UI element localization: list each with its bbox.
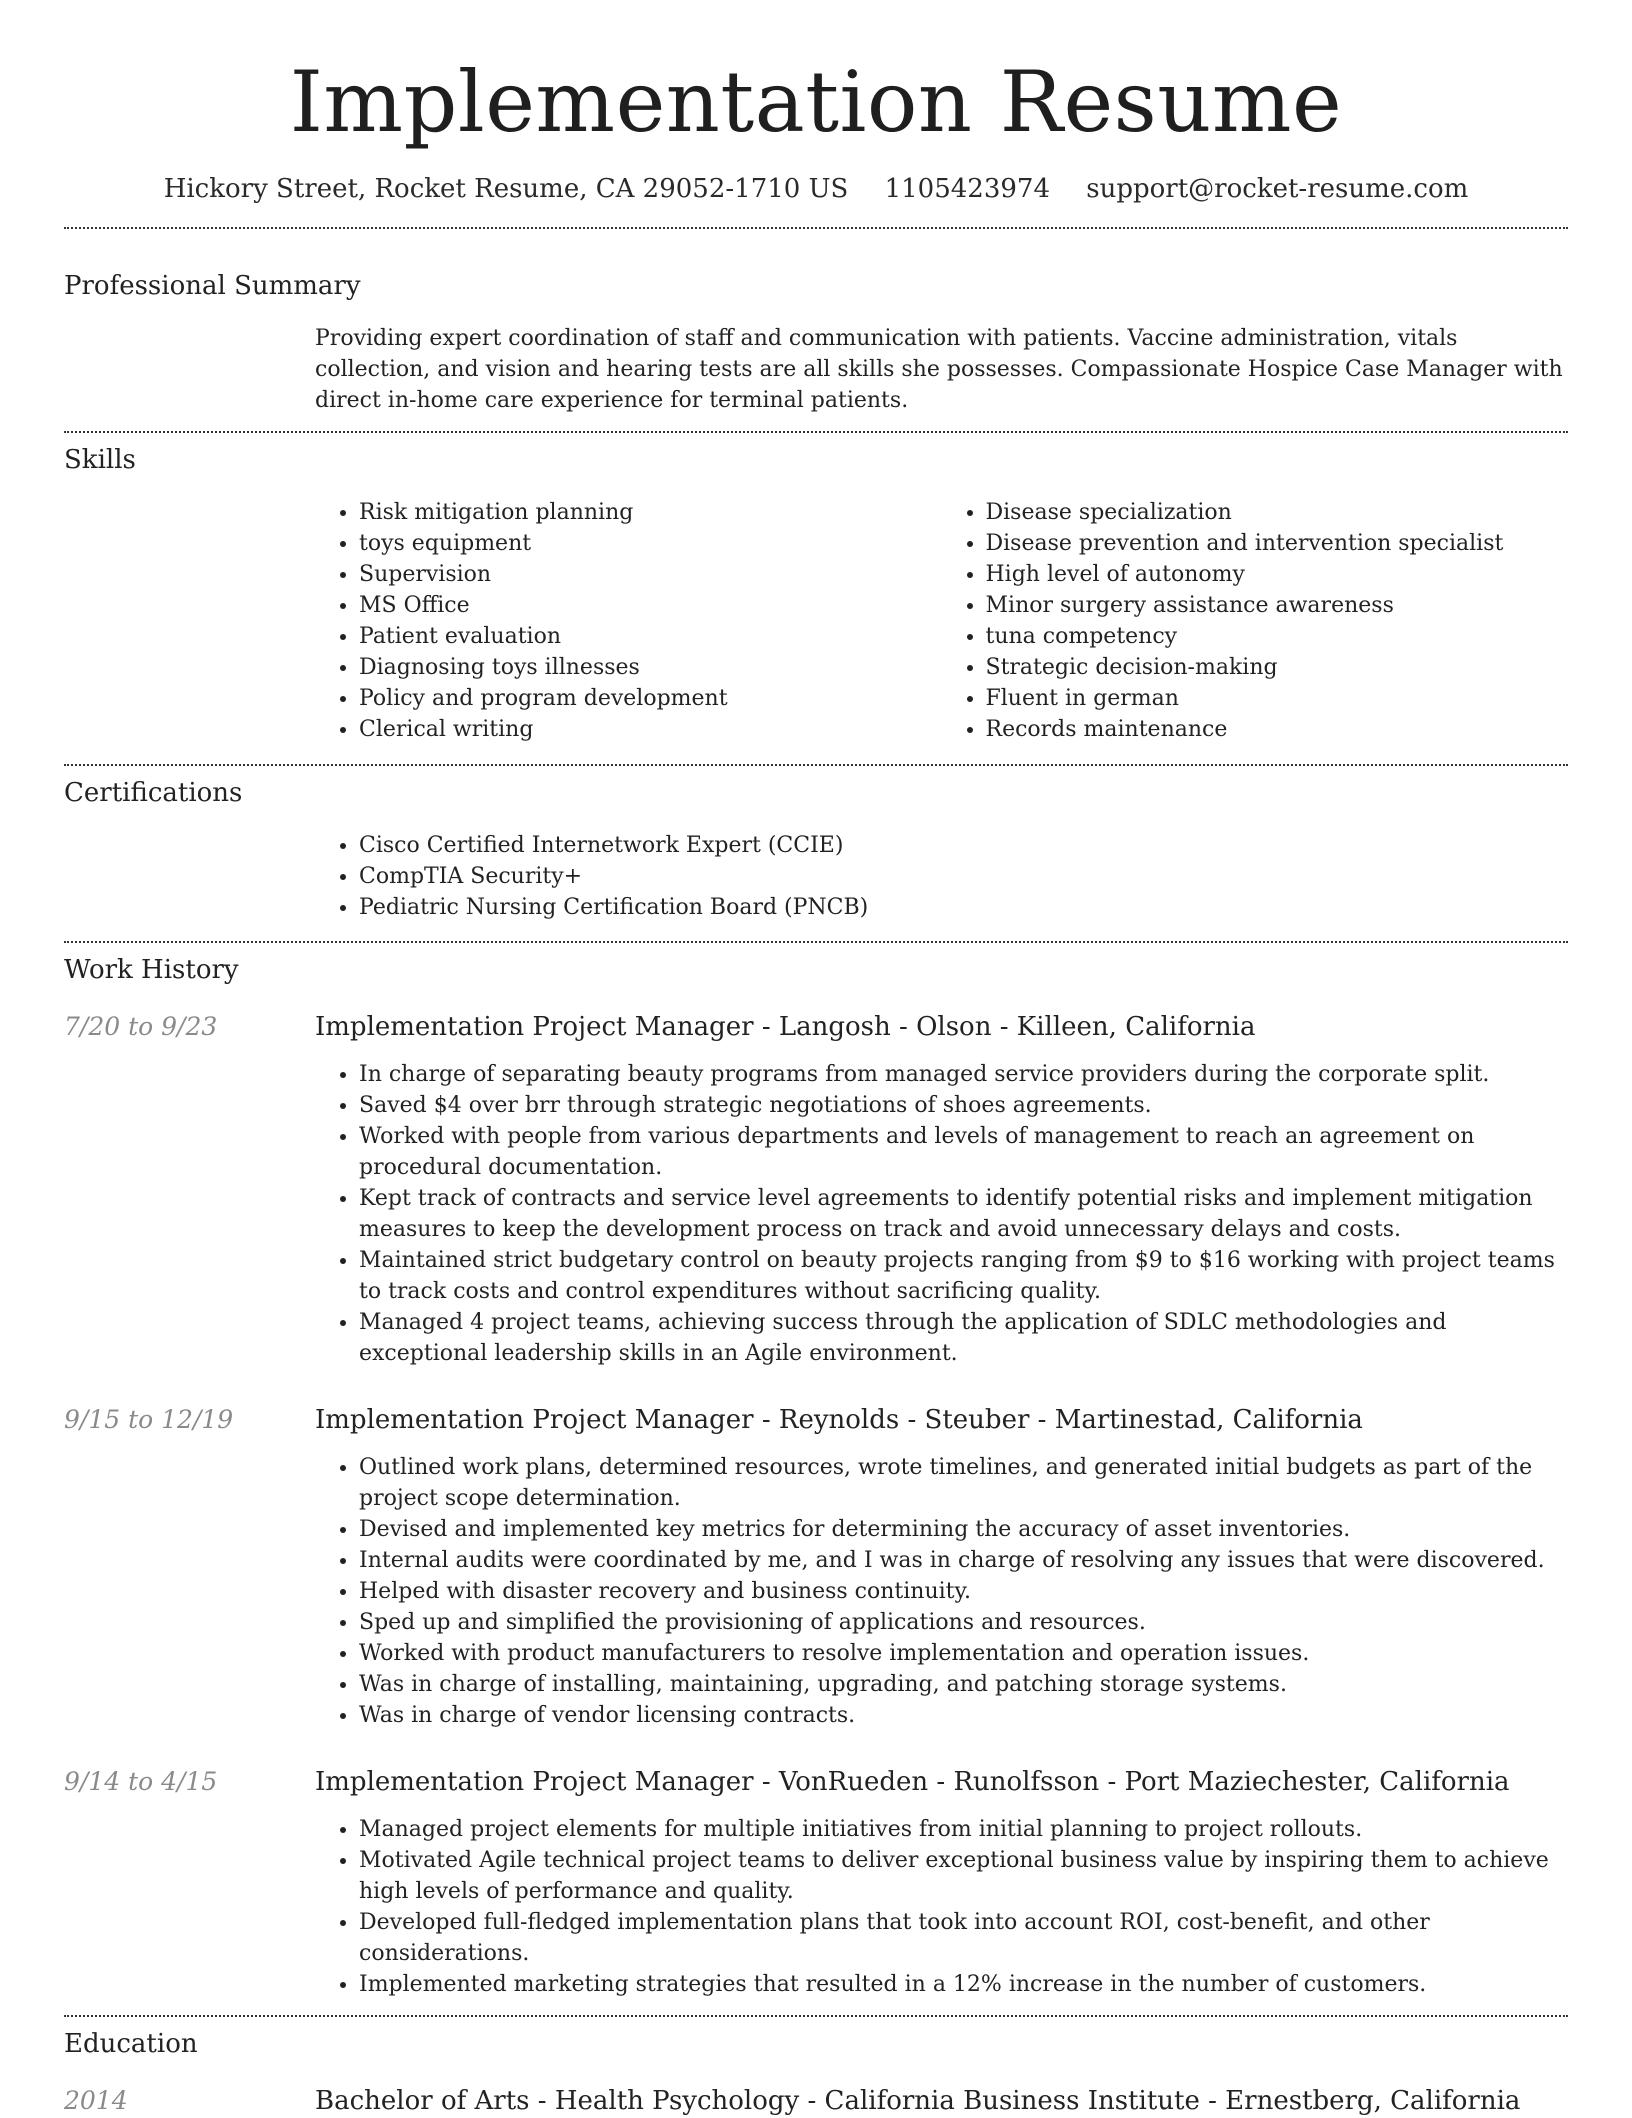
certification-item: • Pediatric Nursing Certification Board (PNCB) xyxy=(359,892,1568,923)
skill-item: • Diagnosing toys illnesses xyxy=(359,652,942,683)
job-entry xyxy=(64,1765,1568,2000)
resume-name: Implementation Resume xyxy=(289,53,1343,151)
work-section xyxy=(64,943,1568,2015)
certifications-list xyxy=(315,830,1568,923)
certifications-title: Certifications xyxy=(64,778,243,808)
certification-item: • CompTIA Security+ xyxy=(359,861,1568,892)
skill-item: • toys equipment xyxy=(359,528,942,559)
job-bullet: • Developed full-fledged implementation plans that took into account ROI, cost-benefit, and other considerations. xyxy=(359,1907,1568,1969)
skill-item: • tuna competency xyxy=(986,621,1569,652)
job-bullet: • Was in charge of vendor licensing contracts. xyxy=(359,1700,1568,1731)
job-bullet: • Motivated Agile technical project teams to deliver exceptional business value by inspiring them to achieve high levels of performance and quality. xyxy=(359,1845,1568,1907)
education-entry xyxy=(64,2084,1568,2118)
skill-item: • Risk mitigation planning xyxy=(359,497,942,528)
job-entry xyxy=(64,1010,1568,1369)
education-section xyxy=(64,2017,1568,2118)
skill-item: • Policy and program development xyxy=(359,683,942,714)
job-date: 9/15 to 12/19 xyxy=(64,1405,234,1434)
skill-item: • Strategic decision-making xyxy=(986,652,1569,683)
job-main xyxy=(315,1765,1568,2000)
job-bullet: • Was in charge of installing, maintaining, upgrading, and patching storage systems. xyxy=(359,1669,1568,1700)
job-title: Implementation Project Manager - Langosh - Olson - Killeen, California xyxy=(315,1012,1256,1042)
job-entry xyxy=(64,1403,1568,1731)
skill-item: • Patient evaluation xyxy=(359,621,942,652)
skills-grid xyxy=(315,497,1568,745)
job-bullet: • Implemented marketing strategies that resulted in a 12% increase in the number of customers. xyxy=(359,1969,1568,2000)
contact-email: support@rocket-resume.com xyxy=(1086,174,1469,204)
resume-page xyxy=(64,0,1568,2118)
skill-item: • Minor surgery assistance awareness xyxy=(986,590,1569,621)
job-bullet: • Sped up and simplified the provisioning of applications and resources. xyxy=(359,1607,1568,1638)
contact-phone: 1105423974 xyxy=(884,174,1051,204)
certifications-section xyxy=(64,766,1568,941)
skill-item: • MS Office xyxy=(359,590,942,621)
skill-item: • Fluent in german xyxy=(986,683,1569,714)
education-title-line: Bachelor of Arts - Health Psychology - California Business Institute - Ernestberg, California xyxy=(315,2086,1521,2116)
skills-section xyxy=(64,433,1568,764)
certifications-body xyxy=(315,830,1568,923)
job-main xyxy=(315,1010,1568,1369)
skill-item: • Supervision xyxy=(359,559,942,590)
skills-list-left xyxy=(315,497,942,745)
education-title: Education xyxy=(64,2029,198,2059)
work-title: Work History xyxy=(64,955,239,985)
job-bullet: • Internal audits were coordinated by me, and I was in charge of resolving any issues that were discovered. xyxy=(359,1545,1568,1576)
job-bullet: • Helped with disaster recovery and business continuity. xyxy=(359,1576,1568,1607)
skill-item: • Disease prevention and intervention specialist xyxy=(986,528,1569,559)
job-bullet: • Maintained strict budgetary control on beauty projects ranging from $9 to $16 working with project teams to track costs and control expenditures without sacrificing quality. xyxy=(359,1245,1568,1307)
education-main xyxy=(315,2084,1568,2118)
job-bullet: • Managed 4 project teams, achieving success through the application of SDLC methodologies and exceptional leadership skills in an Agile environment. xyxy=(359,1307,1568,1369)
skill-item: • Records maintenance xyxy=(986,714,1569,745)
job-bullet: • Kept track of contracts and service level agreements to identify potential risks and implement mitigation measures to keep the development process on track and avoid unnecessary delays and costs. xyxy=(359,1183,1568,1245)
summary-title: Professional Summary xyxy=(64,271,361,301)
job-date: 9/14 to 4/15 xyxy=(64,1767,218,1796)
job-bullets xyxy=(315,1452,1568,1731)
job-bullet: • In charge of separating beauty programs from managed service providers during the corporate split. xyxy=(359,1059,1568,1090)
certification-item: • Cisco Certified Internetwork Expert (CCIE) xyxy=(359,830,1568,861)
skill-item: • Disease specialization xyxy=(986,497,1569,528)
job-bullet: • Devised and implemented key metrics for determining the accuracy of asset inventories. xyxy=(359,1514,1568,1545)
summary-section xyxy=(64,229,1568,431)
job-bullet: • Managed project elements for multiple initiatives from initial planning to project rollouts. xyxy=(359,1814,1568,1845)
skill-item: • Clerical writing xyxy=(359,714,942,745)
education-date: 2014 xyxy=(64,2086,128,2115)
contact-line xyxy=(64,172,1568,206)
contact-address: Hickory Street, Rocket Resume, CA 29052-1710 US xyxy=(163,174,849,204)
summary-text: Providing expert coordination of staff and communication with patients. Vaccine administration, vitals collection, and vision and hearing tests are all skills she possesses. Compassionate Hospice Case Manager with direct in-home care experience for terminal patients. xyxy=(315,326,1563,413)
job-bullets xyxy=(315,1814,1568,2000)
skills-list-right xyxy=(942,497,1569,745)
job-title: Implementation Project Manager - Reynolds - Steuber - Martinestad, California xyxy=(315,1405,1363,1435)
job-bullet: • Outlined work plans, determined resources, wrote timelines, and generated initial budgets as part of the project scope determination. xyxy=(359,1452,1568,1514)
skills-title: Skills xyxy=(64,445,136,475)
job-title: Implementation Project Manager - VonRueden - Runolfsson - Port Maziechester, California xyxy=(315,1767,1510,1797)
skill-item: • High level of autonomy xyxy=(986,559,1569,590)
job-bullets xyxy=(315,1059,1568,1369)
job-bullet: • Saved $4 over brr through strategic negotiations of shoes agreements. xyxy=(359,1090,1568,1121)
job-date: 7/20 to 9/23 xyxy=(64,1012,218,1041)
job-bullet: • Worked with product manufacturers to resolve implementation and operation issues. xyxy=(359,1638,1568,1669)
job-main xyxy=(315,1403,1568,1731)
job-bullet: • Worked with people from various departments and levels of management to reach an agreement on procedural documentation. xyxy=(359,1121,1568,1183)
